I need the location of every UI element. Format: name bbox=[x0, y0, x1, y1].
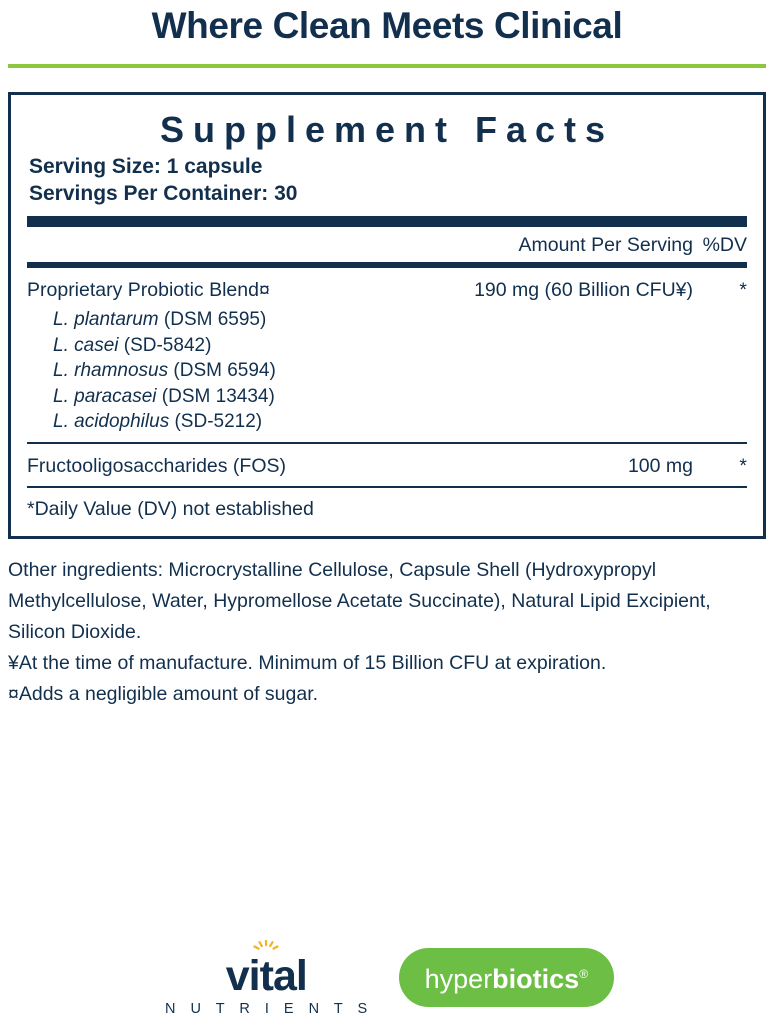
daily-value-note: *Daily Value (DV) not established bbox=[27, 497, 314, 520]
row-dv-fos: * bbox=[739, 454, 747, 477]
column-header-dv: %DV bbox=[702, 234, 747, 256]
table-row bbox=[27, 277, 747, 303]
green-divider bbox=[8, 64, 766, 68]
supplement-facts-title: Supplement Facts bbox=[159, 109, 615, 150]
strain-detail: (DSM 6594) bbox=[168, 360, 276, 381]
list-item bbox=[53, 409, 747, 435]
table-header-row bbox=[27, 232, 747, 258]
list-item bbox=[53, 307, 747, 333]
servings-per-container: Servings Per Container: 30 bbox=[29, 182, 298, 205]
strain-detail: (DSM 13434) bbox=[156, 385, 275, 407]
divider-thick-top bbox=[27, 216, 747, 227]
vital-wordmark: vital bbox=[225, 951, 307, 1000]
registered-mark: ® bbox=[579, 967, 589, 982]
row-amount-fos: 100 mg bbox=[627, 454, 693, 477]
serving-size: Serving Size: 1 capsule bbox=[29, 155, 263, 178]
divider-medium bbox=[27, 262, 747, 268]
footnotes bbox=[8, 555, 766, 710]
list-item bbox=[53, 358, 747, 384]
list-item bbox=[53, 333, 747, 359]
strain-genus: L. plantarum bbox=[53, 309, 159, 330]
strain-detail: (DSM 6595) bbox=[158, 309, 267, 330]
strain-list bbox=[53, 307, 747, 435]
strain-genus: L. casei bbox=[53, 334, 119, 356]
strain-genus: L. rhamnosus bbox=[53, 360, 169, 381]
row-name-blend: Proprietary Probiotic Blend¤ bbox=[27, 279, 270, 301]
manufacture-note: ¥At the time of manufacture. Minimum of 15 Billion CFU at expiration. bbox=[8, 651, 607, 674]
strain-detail: (SD-5212) bbox=[169, 411, 263, 432]
list-item bbox=[53, 384, 747, 410]
strain-genus: L. paracasei bbox=[53, 385, 157, 407]
row-name-fos: Fructooligosaccharides (FOS) bbox=[27, 454, 287, 477]
sunburst-icon bbox=[251, 940, 281, 954]
supplement-facts-panel bbox=[8, 92, 766, 539]
table-row bbox=[27, 453, 747, 479]
hyperbiotics-logo bbox=[399, 948, 614, 1007]
strain-genus: L. acidophilus bbox=[53, 411, 170, 432]
hyper-wordmark-bold: biotics bbox=[492, 964, 580, 995]
strain-detail: (SD-5842) bbox=[118, 334, 212, 356]
nutrients-wordmark: N U T R I E N T S bbox=[164, 1000, 373, 1017]
sugar-note: ¤Adds a negligible amount of sugar. bbox=[8, 682, 319, 705]
header bbox=[0, 0, 774, 68]
row-amount-blend: 190 mg (60 Billion CFU¥) bbox=[474, 279, 693, 301]
row-dv-blend: * bbox=[739, 279, 747, 301]
vital-nutrients-logo bbox=[160, 940, 373, 1017]
hyper-wordmark-light: hyper bbox=[424, 964, 493, 995]
divider-thin-bottom bbox=[27, 486, 747, 488]
other-ingredients: Other ingredients: Microcrystalline Cellulose, Capsule Shell (Hydroxypropyl Methylcellulose, Water, Hypromellose Acetate Succinate), Natural Lipid Excipient, Silicon Dioxide. bbox=[8, 558, 711, 643]
column-header-amount: Amount Per Serving bbox=[518, 234, 693, 256]
brand-logos bbox=[0, 940, 774, 1017]
divider-thin bbox=[27, 442, 747, 444]
page-title: Where Clean Meets Clinical bbox=[151, 5, 623, 46]
